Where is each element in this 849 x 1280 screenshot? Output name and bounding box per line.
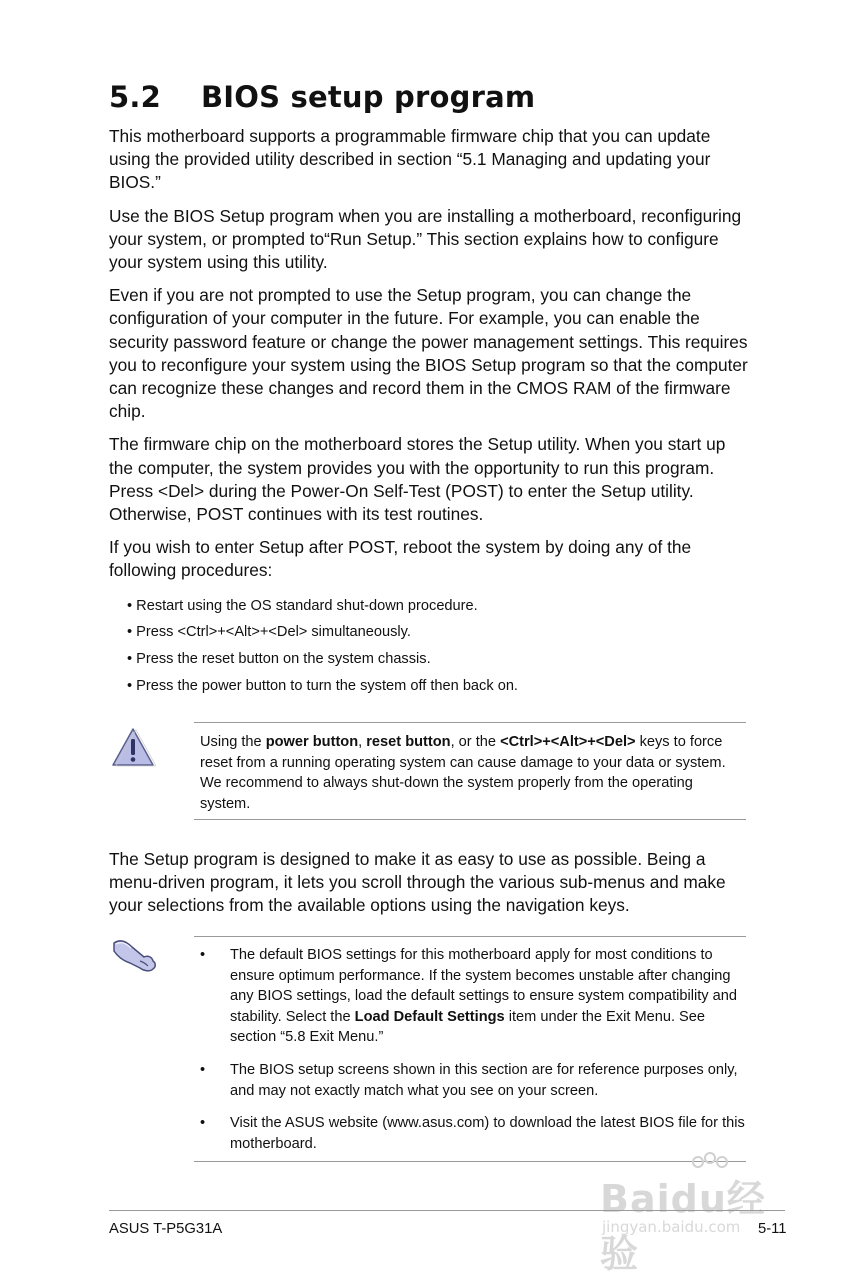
- paragraph-setup-program: The Setup program is designed to make it as easy to use as possible. Being a menu-driven program, it lets you scroll through the various sub-menus and make your selections from the available options using the navigation keys.: [109, 849, 726, 916]
- pointing-hand-icon: [110, 935, 160, 975]
- note-text: The default BIOS settings for this motherboard apply for most conditions to ensure optimum performance. If the system becomes unstable after changing any BIOS settings, load the default settings to ensure system compatibility and stability. Select the: [230, 947, 737, 1025]
- warning-bold-keys: <Ctrl>+<Alt>+<Del>: [500, 734, 636, 750]
- note-callout: [194, 936, 746, 1162]
- note-bold-load-default: Load Default Settings: [354, 1008, 505, 1025]
- footer-page-number: 5-11: [758, 1221, 787, 1237]
- paragraph-1: This motherboard supports a programmable firmware chip that you can update using the provided utility described in section “5.1 Managing and updating your BIOS.”: [109, 126, 711, 193]
- warning-text-part: keys to force reset from a running operating system can cause damage to your data or system. We recommend to always shut-down the system properly from the operating system.: [200, 734, 726, 812]
- note-text: item under the Exit Menu. See section “5.8 Exit Menu.”: [230, 1008, 706, 1046]
- warning-text-part: Using the: [200, 734, 266, 750]
- procedure-item: • Press the reset button on the system chassis.: [127, 646, 749, 673]
- note-item: [200, 945, 746, 1048]
- paragraph-4: The firmware chip on the motherboard stores the Setup utility. When you start up the computer, the system provides you with the opportunity to run this program. Press <Del> during the Power-On Self-Test (POST) to enter the Setup utility. Otherwise, POST continues with its test routines.: [109, 434, 726, 525]
- warning-bold-reset-button: reset button: [366, 734, 451, 750]
- paragraph-2: Use the BIOS Setup program when you are installing a motherboard, reconfiguring your system, or prompted to“Run Setup.” This section explains how to configure your system using this utility.: [109, 205, 742, 273]
- warning-bold-power-button: power button: [265, 734, 359, 750]
- watermark-url: jingyan.baidu.com: [602, 1218, 741, 1236]
- section-number: 5.2: [109, 80, 161, 114]
- bullet: •: [200, 947, 206, 963]
- section-title: BIOS setup program: [201, 80, 536, 114]
- bullet: •: [200, 1061, 206, 1078]
- warning-text: [200, 732, 740, 814]
- footer-divider: [109, 1210, 785, 1211]
- procedure-item: • Restart using the OS standard shut-down procedure.: [127, 593, 749, 620]
- procedure-list: [127, 593, 749, 700]
- note-list: [200, 945, 746, 1166]
- section-heading: [109, 80, 535, 114]
- procedure-item: • Press <Ctrl>+<Alt>+<Del> simultaneously.: [127, 619, 749, 646]
- bullet: •: [200, 1115, 206, 1132]
- procedure-item: • Press the power button to turn the system off then back on.: [127, 673, 749, 700]
- warning-text-part: , or the: [450, 734, 501, 750]
- warning-text-part: ,: [358, 734, 367, 750]
- footer-product: ASUS T-P5G31A: [109, 1221, 223, 1237]
- note-item: [200, 1060, 746, 1101]
- paragraph-3: Even if you are not prompted to use the Setup program, you can change the configuration of your computer in the future. For example, you can enable the security password feature or change the power management settings. This requires you to reconfigure your system using the BIOS Setup program so that the computer can recognize these changes and record them in the CMOS RAM of the firmware chip.: [109, 285, 748, 422]
- note-text: The BIOS setup screens shown in this section are for reference purposes only, and may not exactly match what you see on your screen.: [230, 1061, 738, 1099]
- watermark-main: Baidu经验: [600, 1177, 766, 1276]
- warning-callout: [194, 722, 746, 820]
- paragraph-5: If you wish to enter Setup after POST, reboot the system by doing any of the following procedures:: [109, 537, 692, 581]
- warning-triangle-icon: [110, 726, 156, 768]
- intro-text: [109, 125, 749, 700]
- note-text: Visit the ASUS website (www.asus.com) to download the latest BIOS file for this motherboard.: [230, 1115, 745, 1152]
